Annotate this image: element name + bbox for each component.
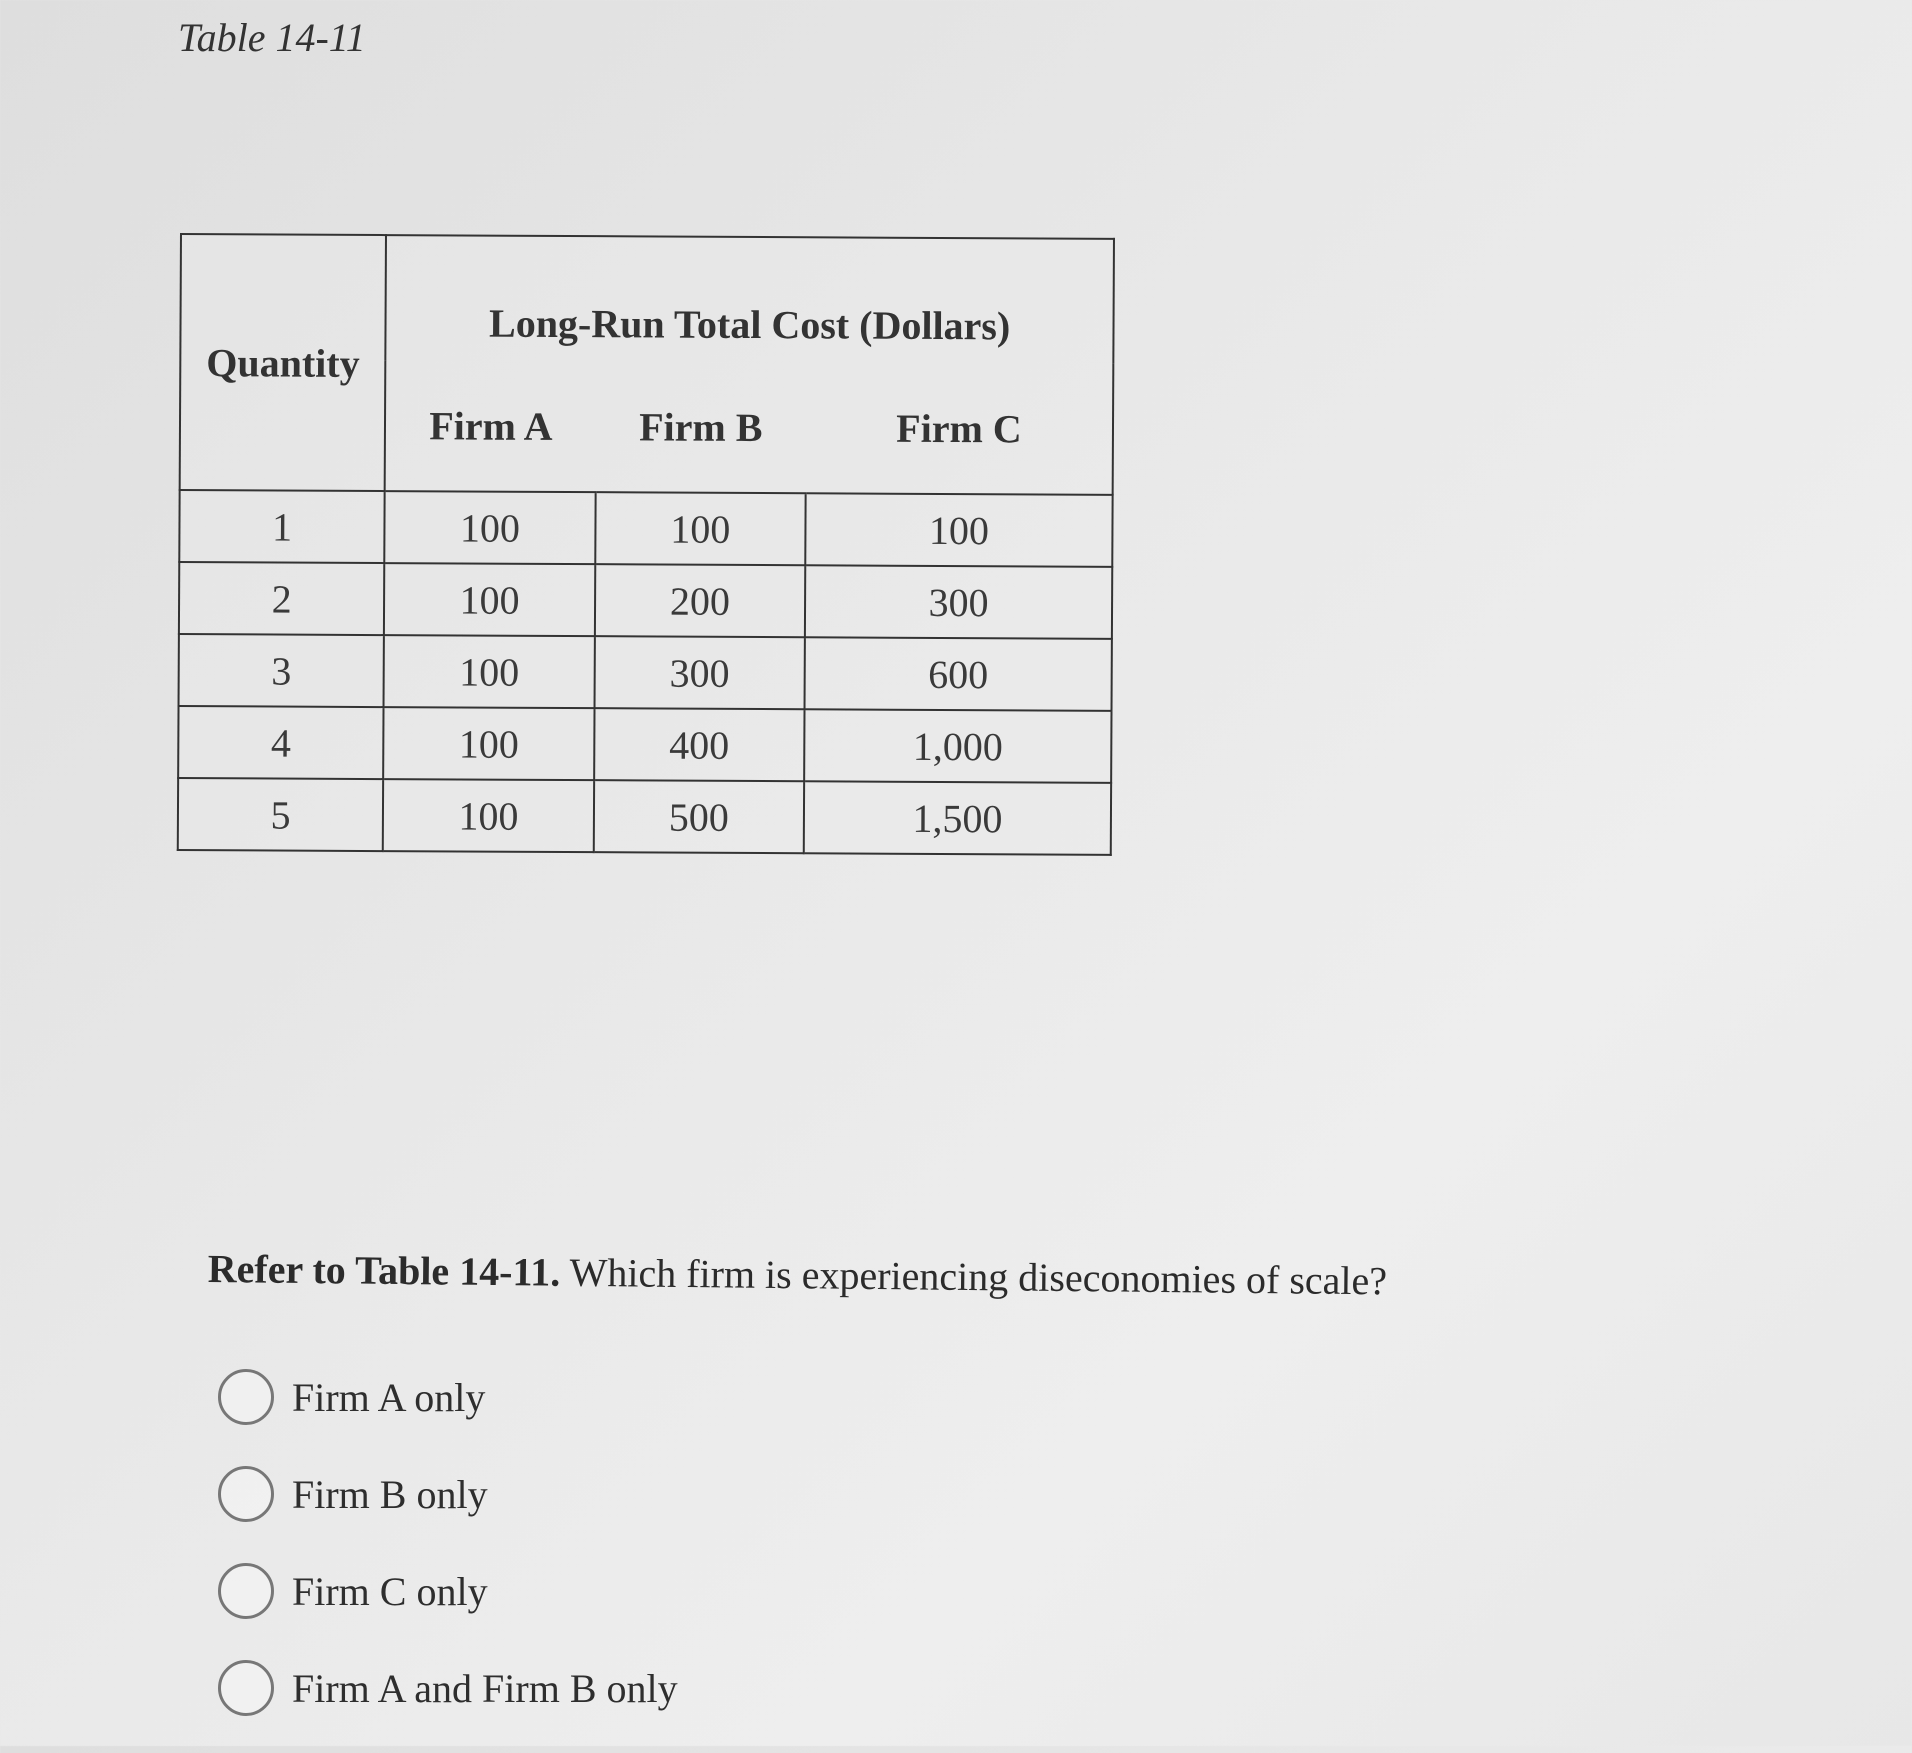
firm-c-cost-cell: 1,000	[804, 709, 1111, 783]
firm-c-header: Firm C	[806, 362, 1114, 495]
firm-a-header: Firm A	[385, 360, 596, 492]
firm-a-cost-cell: 100	[384, 563, 595, 636]
option-label: Firm A and Firm B only	[292, 1665, 678, 1711]
table-row	[178, 778, 1111, 855]
firm-a-cost-cell: 100	[383, 779, 594, 852]
radio-button[interactable]	[218, 1466, 274, 1522]
firm-a-cost-cell: 100	[385, 491, 596, 564]
firm-a-cost-cell: 100	[384, 635, 595, 708]
firm-c-cost-cell: 300	[805, 565, 1112, 639]
option-label: Firm B only	[292, 1471, 488, 1517]
quantity-cell: 5	[178, 778, 384, 851]
quantity-cell: 3	[179, 634, 385, 707]
question-reference: Refer to Table 14-11.	[207, 1246, 561, 1295]
table-row	[179, 490, 1112, 567]
firm-c-cost-cell: 600	[805, 637, 1112, 711]
table-title: Table 14-11	[178, 15, 366, 60]
table-row	[178, 706, 1111, 783]
quantity-cell: 2	[179, 562, 385, 635]
quantity-header: Quantity	[180, 234, 387, 491]
firm-b-header: Firm B	[595, 361, 806, 493]
cost-table	[177, 233, 1115, 856]
firm-a-cost-cell: 100	[383, 707, 594, 780]
question-body: Which firm is experiencing diseconomies of scale?	[569, 1249, 1388, 1304]
answer-options	[218, 1365, 678, 1753]
answer-option-firm-a-and-firm-b-only[interactable]	[218, 1656, 678, 1720]
table-header-row	[180, 234, 1114, 364]
answer-option-firm-c-only[interactable]	[218, 1559, 678, 1623]
quantity-cell: 4	[178, 706, 384, 779]
firm-b-cost-cell: 300	[594, 636, 805, 709]
radio-button[interactable]	[218, 1369, 274, 1425]
firm-c-cost-cell: 1,500	[804, 781, 1111, 855]
firm-c-cost-cell: 100	[805, 493, 1112, 567]
firm-b-cost-cell: 500	[593, 780, 804, 853]
option-label: Firm A only	[292, 1374, 486, 1420]
quantity-cell: 1	[179, 490, 385, 563]
firm-b-cost-cell: 400	[594, 708, 805, 781]
long-run-total-cost-header: Long-Run Total Cost (Dollars)	[386, 235, 1114, 364]
table-row	[179, 634, 1112, 711]
radio-button[interactable]	[218, 1660, 274, 1716]
answer-option-firm-a-only[interactable]	[218, 1365, 678, 1429]
answer-option-firm-b-only[interactable]	[218, 1462, 678, 1526]
option-label: Firm C only	[292, 1568, 488, 1614]
table-row	[179, 562, 1112, 639]
firm-b-cost-cell: 100	[595, 492, 806, 565]
radio-button[interactable]	[218, 1563, 274, 1619]
firm-b-cost-cell: 200	[595, 564, 806, 637]
question-text	[208, 1245, 1388, 1304]
